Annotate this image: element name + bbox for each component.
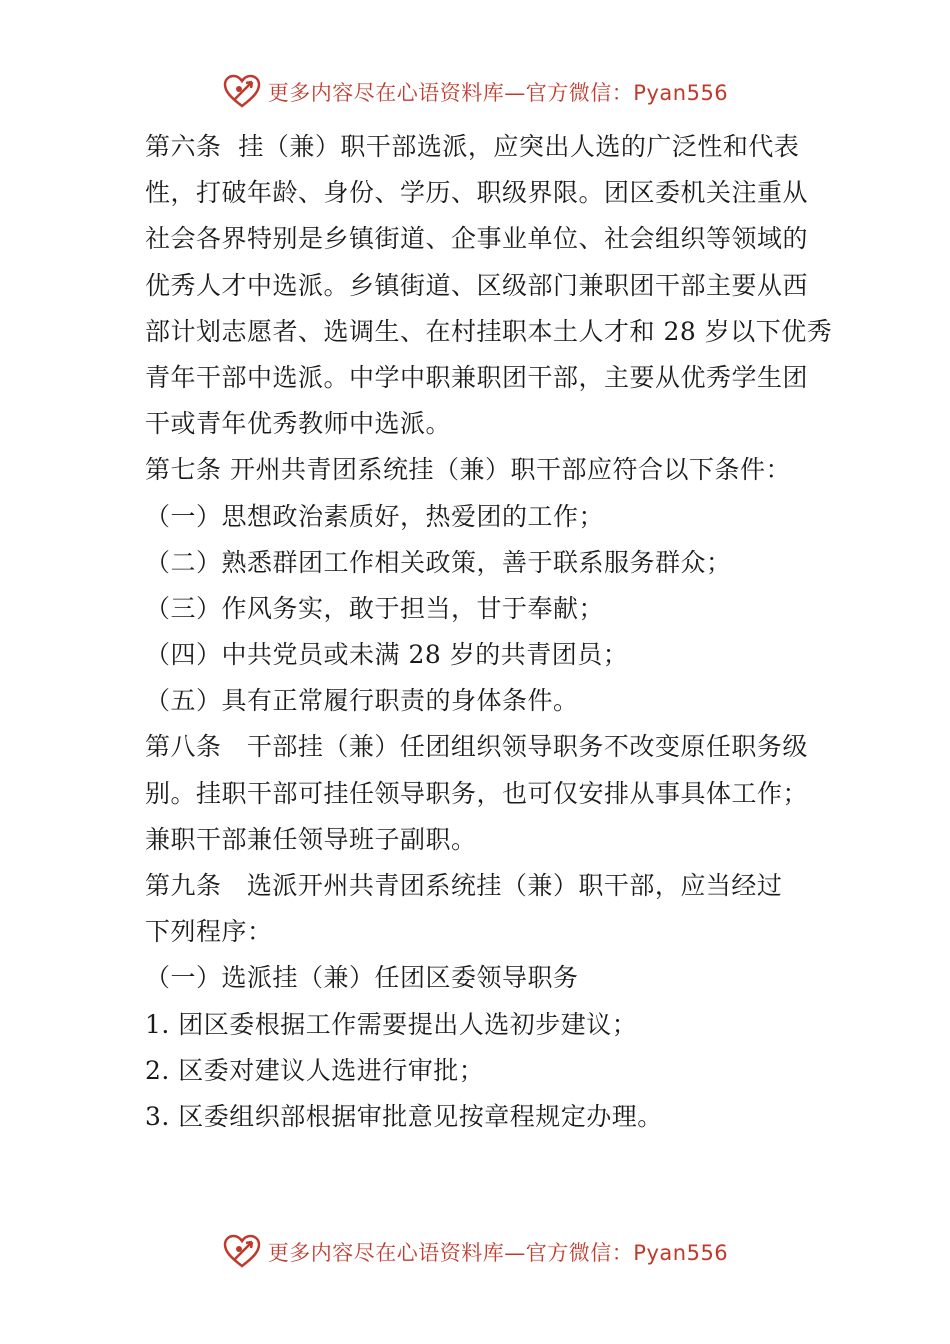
text-line: 社会各界特别是乡镇街道、企事业单位、社会组织等领域的 <box>145 224 809 254</box>
banner-text: 更多内容尽在心语资料库—官方微信：Pyan556 <box>267 81 729 105</box>
text-line: 部计划志愿者、选调生、在村挂职本土人才和 28 岁以下优秀 <box>145 316 833 346</box>
text-line: 兼职干部兼任领导班子副职。 <box>145 824 477 854</box>
document-body <box>145 124 833 1140</box>
text-line: （一）思想政治素质好，热爱团的工作； <box>145 501 605 531</box>
text-line: 第九条 选派开州共青团系统挂（兼）职干部，应当经过 <box>145 871 783 900</box>
banner-text: 更多内容尽在心语资料库—官方微信：Pyan556 <box>267 1241 729 1265</box>
text-line: （四）中共党员或未满 28 岁的共青团员； <box>145 640 629 670</box>
heart-arrow-logo-icon <box>222 1232 262 1272</box>
text-line: 别。挂职干部可挂任领导职务，也可仅安排从事具体工作； <box>145 778 809 808</box>
text-line: 第八条 干部挂（兼）任团组织领导职务不改变原任职务级 <box>145 732 808 762</box>
text-line: （一）选派挂（兼）任团区委领导职务 <box>145 963 579 993</box>
header-banner <box>0 68 950 116</box>
text-line: 青年干部中选派。中学中职兼职团干部，主要从优秀学生团 <box>145 362 809 392</box>
footer-banner <box>0 1228 950 1276</box>
text-line: 优秀人才中选派。乡镇街道、区级部门兼职团干部主要从西 <box>145 270 809 300</box>
text-line: 干或青年优秀教师中选派。 <box>145 409 452 439</box>
text-line: 3. 区委组织部根据审批意见按章程规定办理。 <box>145 1101 663 1131</box>
text-line: （五）具有正常履行职责的身体条件。 <box>145 686 579 716</box>
text-line: 2. 区委对建议人选进行审批； <box>145 1055 485 1085</box>
text-line: 下列程序： <box>145 917 273 947</box>
text-line: （二）熟悉群团工作相关政策，善于联系服务群众； <box>145 547 732 577</box>
text-line: （三）作风务实，敢于担当，甘于奉献； <box>145 593 605 623</box>
text-line: 第六条 挂（兼）职干部选派，应突出人选的广泛性和代表 <box>145 132 800 161</box>
text-line: 1. 团区委根据工作需要提出人选初步建议； <box>145 1009 638 1039</box>
text-line: 第七条 开州共青团系统挂（兼）职干部应符合以下条件： <box>145 455 791 485</box>
heart-arrow-logo-icon <box>222 72 262 112</box>
text-line: 性，打破年龄、身份、学历、职级界限。团区委机关注重从 <box>145 178 809 208</box>
